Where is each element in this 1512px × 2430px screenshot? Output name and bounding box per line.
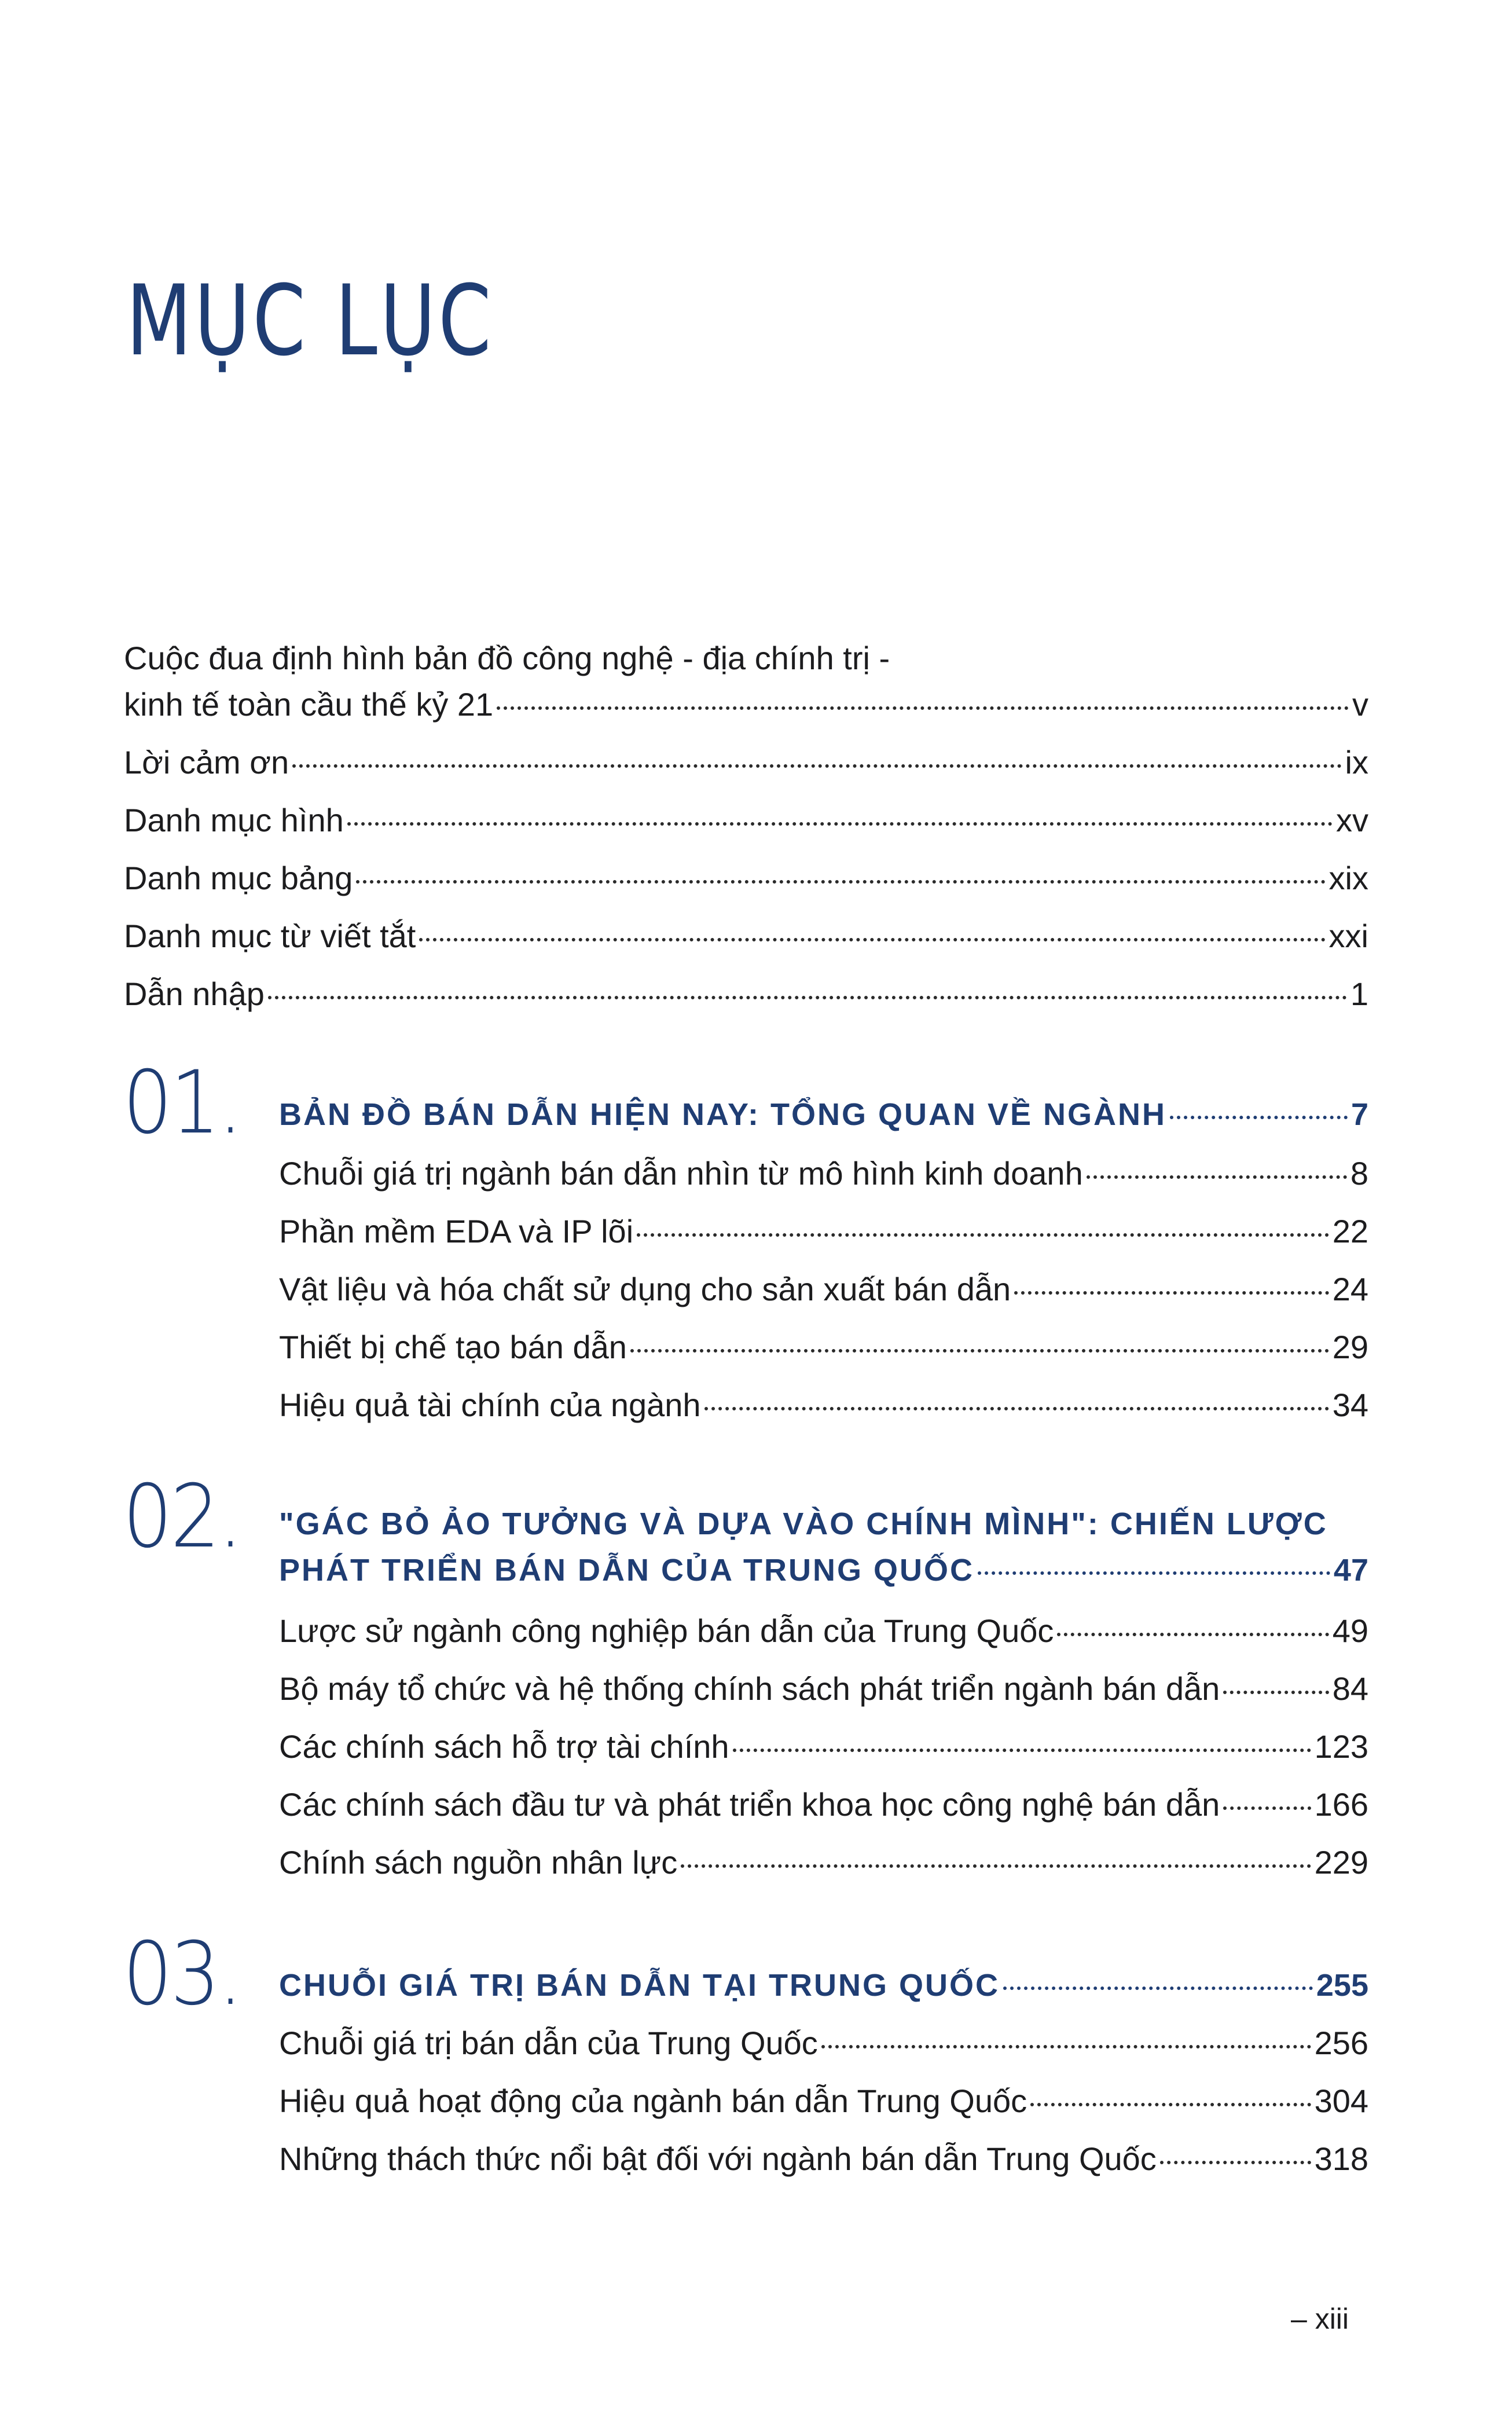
toc-section-entry[interactable] xyxy=(279,1725,1368,1768)
chapter-heading[interactable] xyxy=(279,1093,1368,1136)
toc-section-entry[interactable] xyxy=(279,1783,1368,1826)
toc-entry-page: 34 xyxy=(1332,1387,1368,1423)
toc-entry-label: Danh mục hình xyxy=(124,802,344,838)
toc-entry-intro[interactable] xyxy=(124,683,1368,726)
toc-entry-page: 49 xyxy=(1332,1612,1368,1649)
chapter-heading[interactable] xyxy=(279,1964,1368,2007)
toc-entry-page: 256 xyxy=(1314,2025,1368,2061)
toc-entry-page: 22 xyxy=(1332,1213,1368,1249)
dot-leader xyxy=(821,2045,1311,2048)
chapter-heading-line1[interactable] xyxy=(279,1502,1368,1545)
toc-entry-page: xxi xyxy=(1328,918,1368,954)
chapter-page: 255 xyxy=(1316,1968,1368,2003)
toc-entry-label: kinh tế toàn cầu thế kỷ 21 xyxy=(124,686,494,723)
toc-entry-page: 8 xyxy=(1350,1155,1368,1192)
dot-leader xyxy=(497,706,1349,710)
dot-leader xyxy=(1014,1291,1329,1295)
toc-entry-label: Thiết bị chế tạo bán dẫn xyxy=(279,1329,627,1365)
toc-entry-page: 166 xyxy=(1314,1786,1368,1823)
chapter-page: 7 xyxy=(1350,1097,1368,1132)
toc-entry-label: Danh mục bảng xyxy=(124,860,353,896)
chapter-title: CHUỖI GIÁ TRỊ BÁN DẪN TẠI TRUNG QUỐC xyxy=(279,1968,1000,2003)
dot-leader xyxy=(1030,2103,1311,2106)
toc-entry-page: 123 xyxy=(1314,1728,1368,1765)
dot-leader xyxy=(637,1233,1329,1237)
toc-section-entry[interactable] xyxy=(279,2138,1368,2180)
toc-entry-label: Chính sách nguồn nhân lực xyxy=(279,1844,678,1881)
chapter-title-continued: PHÁT TRIỂN BÁN DẪN CỦA TRUNG QUỐC xyxy=(279,1553,974,1588)
dot-leader xyxy=(1003,1986,1313,1990)
toc-entry-page: 304 xyxy=(1314,2083,1368,2119)
toc-section-entry[interactable] xyxy=(279,1384,1368,1427)
dot-leader xyxy=(347,822,1333,826)
toc-entry-label: Các chính sách hỗ trợ tài chính xyxy=(279,1728,729,1765)
dot-leader xyxy=(1160,2161,1311,2164)
chapter-number: 01. xyxy=(123,1053,241,1153)
toc-entry-label: Danh mục từ viết tắt xyxy=(124,918,416,954)
toc-entry-page: ix xyxy=(1345,744,1368,780)
toc-entry-page: 29 xyxy=(1332,1329,1368,1365)
toc-entry-list-of-tables[interactable] xyxy=(124,857,1368,900)
toc-section-entry[interactable] xyxy=(279,1152,1368,1195)
dot-leader xyxy=(1223,1806,1311,1810)
toc-entry-list-of-figures[interactable] xyxy=(124,799,1368,842)
dot-leader xyxy=(1057,1633,1328,1636)
dot-leader xyxy=(268,996,1347,999)
toc-entry-acknowledgements[interactable] xyxy=(124,741,1368,784)
toc-entry-page: 229 xyxy=(1314,1844,1368,1881)
toc-entry-label: Hiệu quả tài chính của ngành xyxy=(279,1387,701,1423)
dot-leader xyxy=(1223,1691,1328,1694)
toc-section-entry[interactable] xyxy=(279,2022,1368,2065)
toc-entry-label: Hiệu quả hoạt động của ngành bán dẫn Trung Quốc xyxy=(279,2083,1027,2119)
toc-entry-label: Vật liệu và hóa chất sử dụng cho sản xuất bán dẫn xyxy=(279,1271,1011,1307)
chapter-number: 02. xyxy=(123,1467,241,1567)
toc-section-entry[interactable] xyxy=(279,1667,1368,1710)
toc-entry-introduction[interactable] xyxy=(124,973,1368,1016)
dot-leader xyxy=(704,1407,1329,1410)
toc-entry-page: xix xyxy=(1328,860,1368,896)
page-number: – xiii xyxy=(1291,2303,1349,2335)
toc-section-entry[interactable] xyxy=(279,1210,1368,1253)
dot-leader xyxy=(630,1349,1329,1353)
toc-entry-page: v xyxy=(1352,686,1368,723)
toc-entry-abbreviations[interactable] xyxy=(124,915,1368,958)
chapter-heading-line2[interactable] xyxy=(279,1549,1368,1592)
toc-section-entry[interactable] xyxy=(279,1268,1368,1311)
chapter-number: 03. xyxy=(123,1924,241,2025)
toc-entry-label: Những thách thức nổi bật đối với ngành bán dẫn Trung Quốc xyxy=(279,2141,1157,2177)
dot-leader xyxy=(978,1571,1330,1575)
toc-entry-label: Phần mềm EDA và IP lõi xyxy=(279,1213,634,1249)
toc-entry-label: Các chính sách đầu tư và phát triển khoa học công nghệ bán dẫn xyxy=(279,1786,1220,1823)
toc-entry-page: 318 xyxy=(1314,2141,1368,2177)
toc-entry-label: Lược sử ngành công nghiệp bán dẫn của Trung Quốc xyxy=(279,1612,1054,1649)
toc-entry-page: 1 xyxy=(1350,976,1368,1012)
dot-leader xyxy=(356,880,1325,884)
toc-entry-label: Lời cảm ơn xyxy=(124,744,289,780)
dot-leader xyxy=(733,1749,1311,1752)
toc-section-entry[interactable] xyxy=(279,1610,1368,1652)
toc-entry-label: Chuỗi giá trị ngành bán dẫn nhìn từ mô hình kinh doanh xyxy=(279,1155,1083,1192)
toc-entry-page: xv xyxy=(1336,802,1368,838)
toc-section-entry[interactable] xyxy=(279,2080,1368,2123)
dot-leader xyxy=(681,1864,1311,1868)
toc-entry-page: 84 xyxy=(1332,1670,1368,1707)
page-title: MỤC LỤC xyxy=(126,264,494,377)
toc-entry-label: Chuỗi giá trị bán dẫn của Trung Quốc xyxy=(279,2025,818,2061)
dot-leader xyxy=(1170,1116,1348,1119)
chapter-title: BẢN ĐỒ BÁN DẪN HIỆN NAY: TỔNG QUAN VỀ NGÀNH xyxy=(279,1097,1167,1132)
toc-entry-label: Dẫn nhập xyxy=(124,976,265,1012)
toc-section-entry[interactable] xyxy=(279,1326,1368,1369)
toc-intro-line1: Cuộc đua định hình bản đồ công nghệ - địa chính trị - xyxy=(124,640,890,676)
chapter-title: "GÁC BỎ ẢO TƯỞNG VÀ DỰA VÀO CHÍNH MÌNH": CHIẾN LƯỢC xyxy=(279,1507,1328,1541)
toc-entry-page: 24 xyxy=(1332,1271,1368,1307)
dot-leader xyxy=(1087,1175,1347,1179)
chapter-page: 47 xyxy=(1333,1553,1368,1588)
dot-leader xyxy=(419,938,1325,941)
dot-leader xyxy=(292,764,1341,768)
toc-entry-label: Bộ máy tổ chức và hệ thống chính sách phát triển ngành bán dẫn xyxy=(279,1670,1220,1707)
toc-section-entry[interactable] xyxy=(279,1841,1368,1884)
